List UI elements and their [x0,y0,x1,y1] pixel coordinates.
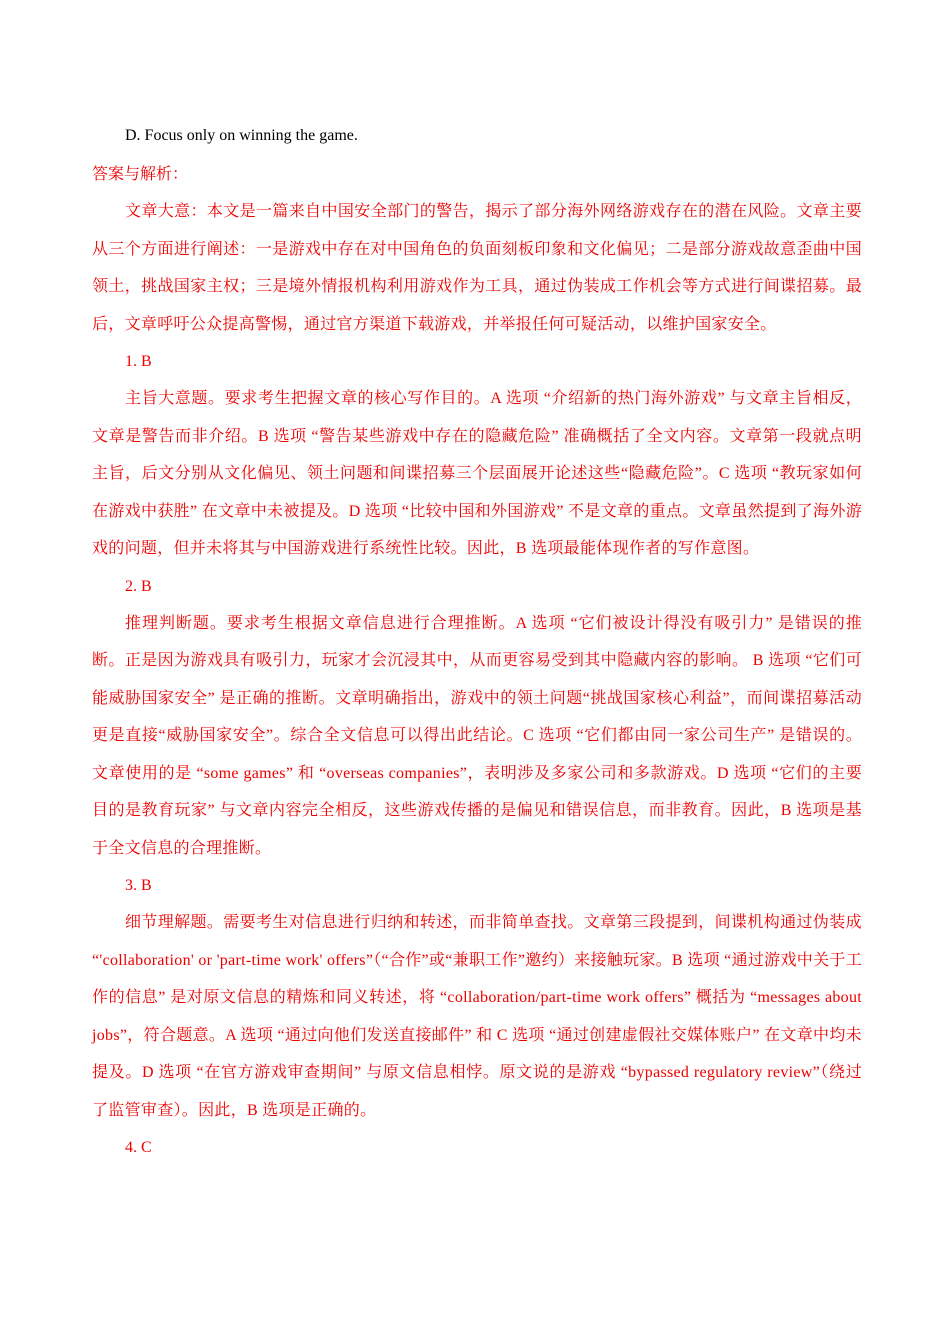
answer-heading: 答案与解析： [92,166,189,183]
answer-number-2: 2. B [125,577,152,595]
answer-explanation-2: 推理判断题。要求考生根据文章信息进行合理推断。A 选项 “它们被设计得没有吸引力” 是错误的推断。正是因为游戏具有吸引力，玩家才会沉浸其中，从而更容易受到其中隐藏内容的影响。 B 选项 “它们可能威胁国家安全” 是正确的推断。文章明确指出，游戏中的领土问题“挑战国家核心利益”，而间谍招募活动更是直接“威胁国家安全”。综合全文信息可以得出此结论。C 选项 “它们都由同一家公司生产” 是错误的。文章使用的是 “some games” 和 “overseas companies”，表明涉及多家公司和多款游戏。D 选项 “它们的主要目的是教育玩家” 与文章内容完全相反，这些游戏传播的是偏见和错误信息，而非教育。因此，B 选项是基于全文信息的合理推断。 [92,614,862,857]
answer-explanation-3: 细节理解题。需要考生对信息进行归纳和转述，而非简单查找。文章第三段提到，间谍机构通过伪装成 “'collaboration' or 'part-time work' offers”（“合作”或“兼职工作”邀约）来接触玩家。B 选项 “通过游戏中关于工作的信息” 是对原文信息的精炼和同义转述，将 “collaboration/part-time work offers” 概括为 “messages about jobs”，符合题意。A 选项 “通过向他们发送直接邮件” 和 C 选项 “通过创建虚假社交媒体账户” 在文章中均未提及。D 选项 “在官方游戏审查期间” 与原文信息相悖。原文说的是游戏 “bypassed regulatory review”（绕过了监管审查）。因此，B 选项是正确的。 [92,914,862,1119]
document-content [92,124,862,1166]
answer-explanation-1: 主旨大意题。要求考生把握文章的核心写作目的。A 选项 “介绍新的热门海外游戏” 与文章主旨相反，文章是警告而非介绍。B 选项 “警告某些游戏中存在的隐藏危险” 准确概括了全文内容。文章第一段就点明主旨，后文分别从文化偏见、领土问题和间谍招募三个层面展开论述这些“隐藏危险”。C 选项 “教玩家如何在游戏中获胜” 在文章中未被提及。D 选项 “比较中国和外国游戏” 不是文章的重点。文章虽然提到了海外游戏的问题，但并未将其与中国游戏进行系统性比较。因此，B 选项最能体现作者的写作意图。 [92,390,862,557]
answer-number-4: 4. C [125,1139,152,1156]
option-d-text: D. Focus only on winning the game. [125,127,358,144]
answer-number-1: 1. B [125,353,152,370]
summary-paragraph: 文章大意：本文是一篇来自中国安全部门的警告，揭示了部分海外网络游戏存在的潜在风险。文章主要从三个方面进行阐述：一是游戏中存在对中国角色的负面刻板印象和文化偏见；二是部分游戏故意歪曲中国领土，挑战国家主权；三是境外情报机构利用游戏作为工具，通过伪装成工作机会等方式进行间谍招募。最后，文章呼吁公众提高警惕，通过官方渠道下载游戏，并举报任何可疑活动，以维护国家安全。 [92,203,862,333]
answer-number-3: 3. B [125,877,152,894]
